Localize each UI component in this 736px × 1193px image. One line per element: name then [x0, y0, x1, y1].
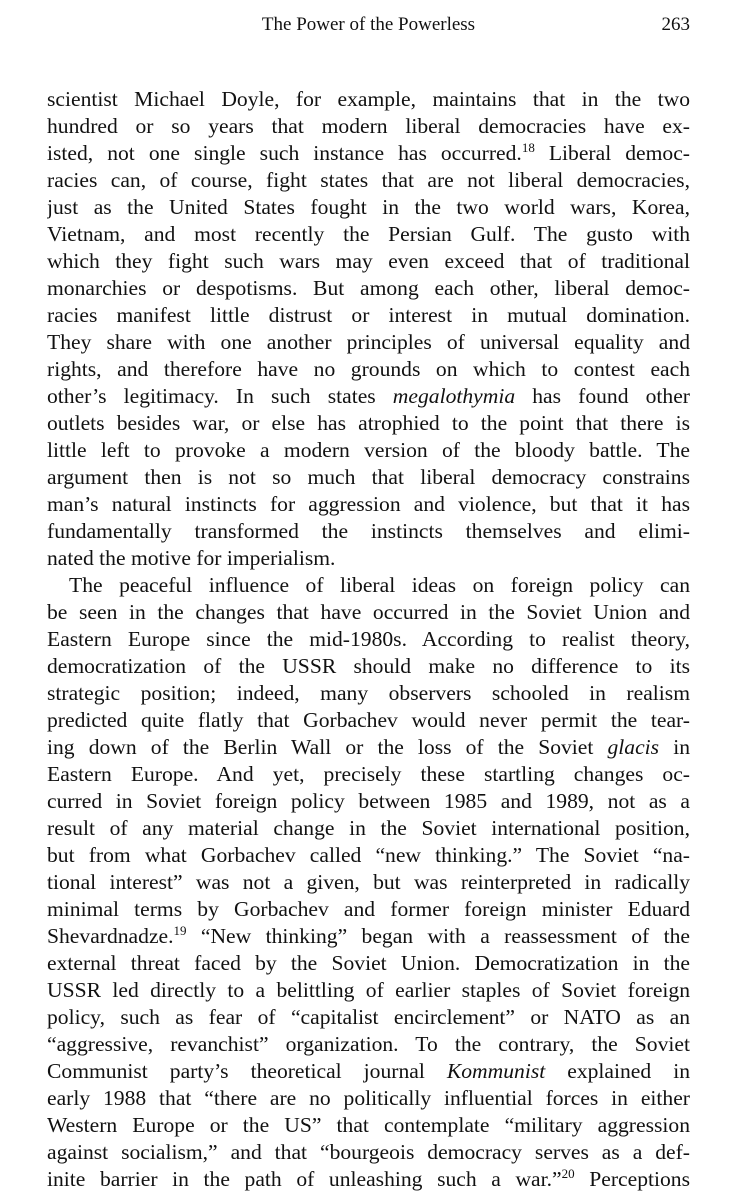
- text-segment: result of any material change in the Soviet international position,: [47, 816, 690, 840]
- text-line: [47, 626, 690, 653]
- text-line: [47, 1112, 690, 1139]
- text-segment: hundred or so years that modern liberal democracies have ex-: [47, 114, 690, 138]
- text-segment: “aggressive, revanchist” organization. To the contrary, the Soviet: [47, 1032, 690, 1056]
- text-segment: tional interest” was not a given, but was reinterpreted in radically: [47, 870, 690, 894]
- footnote-marker: 18: [521, 140, 535, 155]
- text-segment: argument then is not so much that liberal democracy constrains: [47, 465, 690, 489]
- text-line: [47, 761, 690, 788]
- body-text: [47, 86, 690, 1193]
- text-segment: fundamentally transformed the instincts themselves and elimi-: [47, 519, 690, 543]
- text-segment: predicted quite flatly that Gorbachev would never permit the tear-: [47, 708, 690, 732]
- text-segment: Eastern Europe since the mid-1980s. According to realist theory,: [47, 627, 690, 651]
- text-line: [47, 491, 690, 518]
- running-title: The Power of the Powerless: [261, 14, 476, 35]
- text-line: [47, 140, 690, 167]
- text-line: [47, 896, 690, 923]
- text-line: [47, 680, 690, 707]
- text-segment: against socialism,” and that “bourgeois democracy serves as a def-: [47, 1140, 690, 1164]
- text-segment: outlets besides war, or else has atrophied to the point that there is: [47, 411, 690, 435]
- text-line: [47, 356, 690, 383]
- page-number: 263: [661, 14, 690, 35]
- running-head: [47, 10, 690, 40]
- text-line: [47, 1139, 690, 1166]
- text-segment: Liberal democ-: [534, 141, 690, 165]
- text-line: [47, 302, 690, 329]
- text-line: [47, 221, 690, 248]
- text-segment: external threat faced by the Soviet Union. Democratization in the: [47, 951, 690, 975]
- text-line: [47, 464, 690, 491]
- text-segment: USSR led directly to a belittling of earlier staples of Soviet foreign: [47, 978, 690, 1002]
- text-line: [47, 410, 690, 437]
- text-segment: They share with one another principles of universal equality and: [47, 330, 690, 354]
- text-line: [47, 275, 690, 302]
- text-segment: Eastern Europe. And yet, precisely these startling changes oc-: [47, 762, 690, 786]
- text-segment: democratization of the USSR should make no difference to its: [47, 654, 690, 678]
- text-line: [47, 572, 690, 599]
- text-segment: ing down of the Berlin Wall or the loss of the Soviet: [47, 735, 608, 759]
- text-segment: isted, not one single such instance has occurred.: [47, 141, 522, 165]
- text-segment: inite barrier in the path of unleashing such a war.”: [47, 1167, 562, 1191]
- text-line: [47, 734, 690, 761]
- text-line: [47, 167, 690, 194]
- footnote-marker: 19: [173, 923, 187, 938]
- text-segment: be seen in the changes that have occurred in the Soviet Union and: [47, 600, 690, 624]
- text-line: [47, 599, 690, 626]
- text-line: [47, 653, 690, 680]
- text-line: [47, 518, 690, 545]
- footnote-marker: 20: [561, 1166, 575, 1181]
- text-segment: monarchies or despotisms. But among each other, liberal democ-: [47, 276, 690, 300]
- text-segment: racies manifest little distrust or interest in mutual domination.: [47, 303, 690, 327]
- text-line: [47, 707, 690, 734]
- text-segment: rights, and therefore have no grounds on which to contest each: [47, 357, 690, 381]
- text-segment: Perceptions: [574, 1167, 690, 1191]
- text-segment: has found other: [515, 384, 690, 408]
- text-segment: minimal terms by Gorbachev and former foreign minister Eduard: [47, 897, 690, 921]
- text-line: [47, 950, 690, 977]
- text-line: [47, 437, 690, 464]
- text-segment: strategic position; indeed, many observers schooled in realism: [47, 681, 690, 705]
- text-line: [47, 1004, 690, 1031]
- text-line: [47, 1031, 690, 1058]
- text-segment: explained in: [545, 1059, 690, 1083]
- text-segment: Vietnam, and most recently the Persian Gulf. The gusto with: [47, 222, 690, 246]
- text-line: [47, 329, 690, 356]
- text-line: [47, 869, 690, 896]
- text-line: [47, 1058, 690, 1085]
- text-segment: nated the motive for imperialism.: [47, 546, 336, 570]
- text-line: [47, 248, 690, 275]
- text-segment: other’s legitimacy. In such states: [47, 384, 393, 408]
- text-line: [47, 86, 690, 113]
- text-segment: little left to provoke a modern version of the bloody battle. The: [47, 438, 690, 462]
- italic-term: Kommunist: [446, 1059, 546, 1083]
- text-segment: which they fight such wars may even exceed that of traditional: [47, 249, 690, 273]
- text-line: [47, 923, 690, 950]
- italic-term: glacis: [607, 735, 660, 759]
- italic-term: megalothymia: [392, 384, 516, 408]
- text-line: [47, 383, 690, 410]
- text-segment: man’s natural instincts for aggression and violence, but that it has: [47, 492, 690, 516]
- text-line: [47, 977, 690, 1004]
- text-segment: scientist Michael Doyle, for example, maintains that in the two: [47, 87, 690, 111]
- text-line: [47, 815, 690, 842]
- text-segment: Western Europe or the US” that contemplate “military aggression: [47, 1113, 690, 1137]
- text-segment: curred in Soviet foreign policy between 1985 and 1989, not as a: [47, 789, 690, 813]
- text-segment: The peaceful influence of liberal ideas on foreign policy can: [69, 573, 690, 597]
- text-segment: Shevardnadze.: [47, 924, 174, 948]
- text-segment: in: [659, 735, 690, 759]
- text-line: [47, 113, 690, 140]
- text-segment: just as the United States fought in the two world wars, Korea,: [47, 195, 690, 219]
- text-line: [47, 1166, 690, 1193]
- text-line: [47, 1085, 690, 1112]
- text-segment: racies can, of course, fight states that are not liberal democracies,: [47, 168, 690, 192]
- text-line: [47, 194, 690, 221]
- text-line: [47, 545, 690, 572]
- text-segment: “New thinking” began with a reassessment of the: [186, 924, 690, 948]
- text-segment: early 1988 that “there are no politically influential forces in either: [47, 1086, 690, 1110]
- text-segment: but from what Gorbachev called “new thinking.” The Soviet “na-: [47, 843, 690, 867]
- text-line: [47, 788, 690, 815]
- text-line: [47, 842, 690, 869]
- text-segment: Communist party’s theoretical journal: [47, 1059, 447, 1083]
- text-segment: policy, such as fear of “capitalist encirclement” or NATO as an: [47, 1005, 690, 1029]
